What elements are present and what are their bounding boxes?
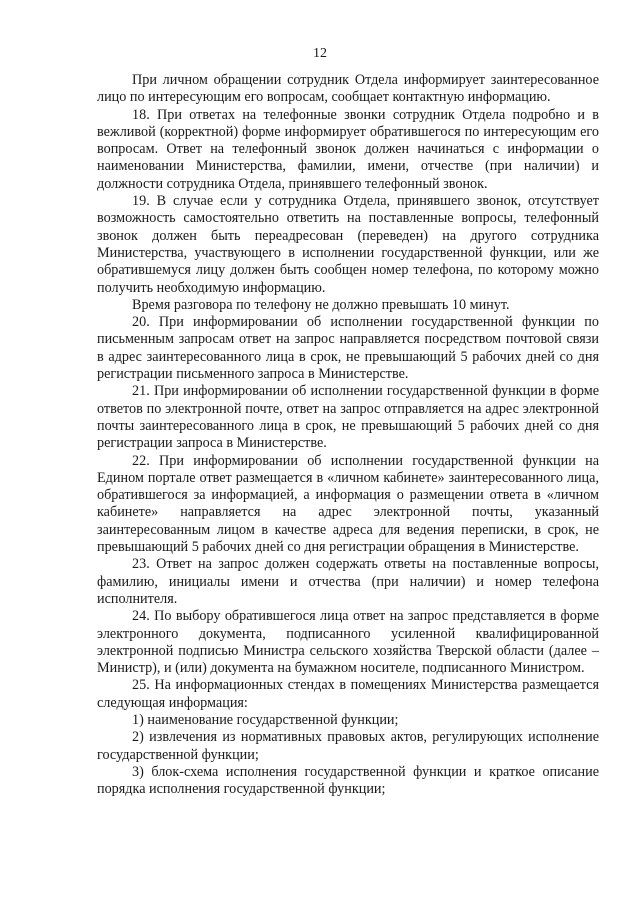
list-item-1: 1) наименование государственной функции; bbox=[132, 711, 399, 728]
paragraph-personal-contact: При личном обращении сотрудник Отдела информирует заинтересованное лицо по интересующим его вопросам, сообщает контактную информацию. bbox=[97, 72, 599, 106]
paragraph-20: 20. При информировании об исполнении государственной функции по письменным запросам ответ на запрос направляется посредством почтовой связи в адрес заинтересованного лица в срок, не превышающий 5 рабочих дней со дня регистрации письменного запроса в Министерстве. bbox=[97, 314, 599, 383]
list-item-2: 2) извлечения из нормативных правовых актов, регулирующих исполнение государственной функции; bbox=[97, 729, 599, 763]
paragraph-18: 18. При ответах на телефонные звонки сотрудник Отдела подробно и в вежливой (корректной) форме информирует обратившегося по интересующим его вопросам. Ответ на телефонный звонок должен начинаться с информации о наименовании Министерства, фамилии, имени, отчестве (при наличии) и должности сотрудника Отдела, принявшего телефонный звонок. bbox=[97, 106, 599, 192]
paragraph-23: 23. Ответ на запрос должен содержать ответы на поставленные вопросы, фамилию, инициалы имени и отчества (при наличии) и номер телефона исполнителя. bbox=[97, 556, 599, 607]
paragraph-22: 22. При информировании об исполнении государственной функции на Едином портале ответ размещается в «личном кабинете» заинтересованного лица, обратившегося за информацией, а информация о размещении ответа в «личном кабинете» направляется на адрес электронной почты, указанный заинтересованным лицом в качестве адреса для ведения переписки, в срок, не превышающий 5 рабочих дней со дня регистрации обращения в Министерстве. bbox=[97, 452, 599, 556]
paragraph-19: 19. В случае если у сотрудника Отдела, принявшего звонок, отсутствует возможность самостоятельно ответить на поставленные вопросы, телефонный звонок должен быть переадресован (переведен) на другого сотрудника Министерства, участвующего в исполнении государственной функции, или же обратившемуся лицу должен быть сообщен номер телефона, по которому можно получить необходимую информацию. bbox=[97, 193, 599, 296]
document-body bbox=[97, 72, 599, 798]
paragraph-21: 21. При информировании об исполнении государственной функции в форме ответов по электронной почте, ответ на запрос отправляется на адрес электронной почты заинтересованного лица в срок, не превышающий 5 рабочих дней со дня регистрации запроса в Министерстве. bbox=[97, 383, 599, 452]
paragraph-25: 25. На информационных стендах в помещениях Министерства размещается следующая информация: bbox=[97, 677, 599, 711]
paragraph-24: 24. По выбору обратившегося лица ответ на запрос представляется в форме электронного документа, подписанного усиленной квалифицированной электронной подписью Министра сельского хозяйства Тверской области (далее – Министр), и (или) документа на бумажном носителе, подписанного Министром. bbox=[97, 608, 599, 677]
list-item-3: 3) блок-схема исполнения государственной функции и краткое описание порядка исполнения государственной функции; bbox=[97, 763, 599, 798]
paragraph-call-duration: Время разговора по телефону не должно превышать 10 минут. bbox=[132, 296, 510, 313]
page-number: 12 bbox=[313, 46, 327, 61]
